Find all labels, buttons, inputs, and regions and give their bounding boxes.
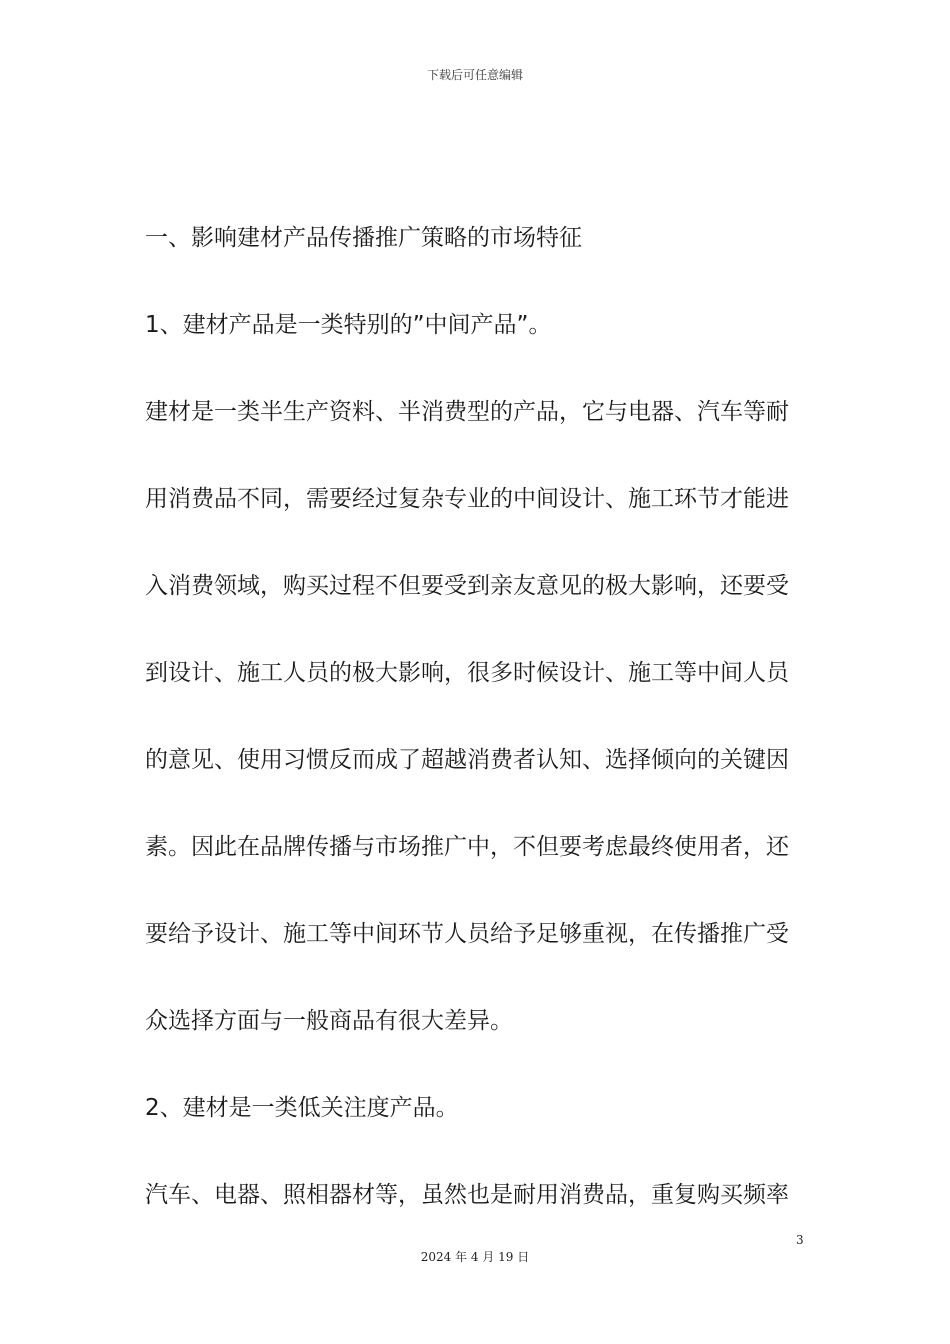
section-heading: 一、影响建材产品传播推广策略的市场特征 xyxy=(145,225,582,251)
document-body xyxy=(145,195,805,1239)
paragraph-line: 用消费品不同，需要经过复杂专业的中间设计、施工环节才能进 xyxy=(145,486,789,512)
paragraph-line: 入消费领域，购买过程不但要受到亲友意见的极大影响，还要受 xyxy=(145,573,789,599)
paragraph-line: 建材是一类半生产资料、半消费型的产品，它与电器、汽车等耐 xyxy=(145,399,789,425)
page-header: 下载后可任意编辑 xyxy=(426,68,523,82)
paragraph-line: 汽车、电器、照相器材等，虽然也是耐用消费品，重复购买频率 xyxy=(145,1182,789,1208)
paragraph-line: 的意见、使用习惯反而成了超越消费者认知、选择倾向的关键因 xyxy=(145,747,789,773)
paragraph-line: 要给予设计、施工等中间环节人员给予足够重视，在传播推广受 xyxy=(145,921,789,947)
subsection-heading: 1、建材产品是一类特别的”中间产品”。 xyxy=(145,312,552,338)
paragraph-line: 众选择方面与一般商品有很大差异。 xyxy=(145,1008,513,1034)
subsection-heading: 2、建材是一类低关注度产品。 xyxy=(145,1095,459,1121)
paragraph-line: 素。因此在品牌传播与市场推广中，不但要考虑最终使用者，还 xyxy=(145,834,789,860)
page-number: 3 xyxy=(796,1233,804,1247)
paragraph-line: 到设计、施工人员的极大影响，很多时候设计、施工等中间人员 xyxy=(145,660,789,686)
footer-date: 2024 年 4 月 19 日 xyxy=(420,1250,530,1264)
